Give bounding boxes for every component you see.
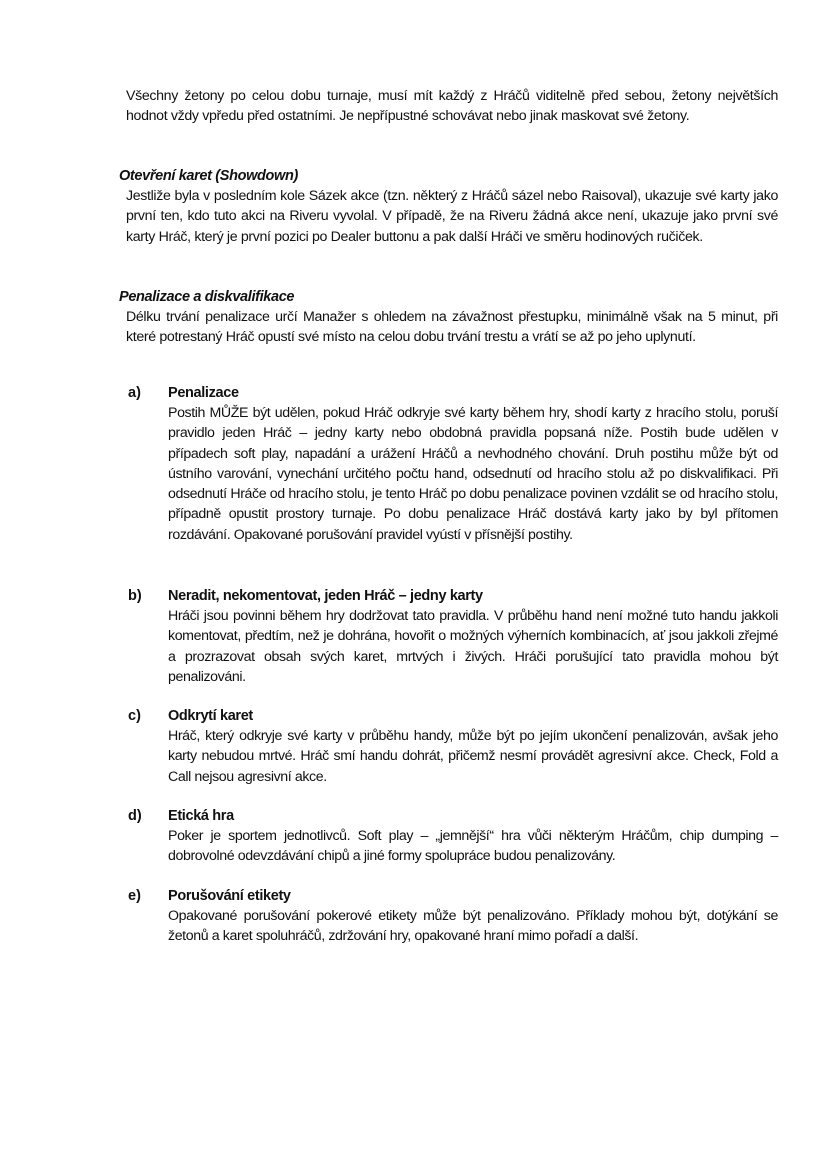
list-item-title: Penalizace (168, 385, 239, 401)
list-item-body: Poker je sportem jednotlivců. Soft play – „jemnější“ hra vůči některým Hráčům, chip dumping – dobrovolné odevzdávání chipů a jiné formy spolupráce budou penalizovány. (168, 828, 778, 865)
section-body-showdown: Jestliže byla v posledním kole Sázek akce (tzn. některý z Hráčů sázel nebo Raisoval), ukazuje své karty jako první ten, kdo tuto akci na Riveru vyvolal. V případě, že na Riveru žádná akce není, ukazuje jako první své karty Hráč, který je první pozici po Dealer buttonu a pak další Hráči ve směru hodinových ručiček. (126, 188, 778, 245)
list-item-title: Neradit, nekomentovat, jeden Hráč – jedny karty (168, 588, 483, 604)
list-item-body: Hráč, který odkryje své karty v průběhu handy, může být po jejím ukončení penalizován, avšak jeho karty nebudou mrtvé. Hráč smí handu dohrát, přičemž nesmí provádět agresivní akce. Check, Fold a Call nejsou agresivní akce. (168, 728, 778, 785)
list-marker: b) (128, 588, 142, 604)
list-item-body: Postih MŮŽE být udělen, pokud Hráč odkryje své karty během hry, shodí karty z hracího stolu, poruší pravidlo jeden Hráč – jedny karty nebo obdobná pravidla popsaná níže. Postih bude udělen v případech soft play, napadání a urážení Hráčů a nevhodného chování. Druh postihu může být od ústního varování, vynechání určitého počtu hand, odsednutí od hracího stolu až po diskvalifikaci. Při odsednutí Hráče od hracího stolu, je tento Hráč po dobu penalizace povinen vzdálit se od hracího stolu, případně opustit prostory turnaje. Po dobu penalizace Hráč dostává karty jako by byl přítomen rozdávání. Opakované porušování pravidel vyústí v přísnější postihy. (168, 405, 778, 543)
list-marker: c) (128, 708, 141, 724)
section-heading-penalties: Penalizace a diskvalifikace (119, 289, 295, 305)
list-item-body: Hráči jsou povinni během hry dodržovat tato pravidla. V průběhu hand není možné tuto handu jakkoli komentovat, předtím, než je dohrána, hovořit o možných výherních kombinacích, ať jsou jakkoli zřejmé a prozrazovat obsah svých karet, mrtvých i živých. Hráči porušující tato pravidla mohou být penalizováni. (168, 608, 778, 685)
list-marker: e) (128, 888, 141, 904)
list-item-title: Odkrytí karet (168, 708, 253, 724)
section-body-penalties: Délku trvání penalizace určí Manažer s ohledem na závažnost přestupku, minimálně však na 5 minut, při které potrestaný Hráč opustí své místo na celou dobu trvání trestu a vrátí se až po jeho uplynutí. (126, 309, 778, 346)
section-heading-showdown: Otevření karet (Showdown) (119, 168, 298, 184)
list-marker: d) (128, 808, 142, 824)
list-item-body: Opakované porušování pokerové etikety může být penalizováno. Příklady mohou být, dotýkání se žetonů a karet spoluhráčů, zdržování hry, opakované hraní mimo pořadí a další. (168, 908, 778, 945)
list-item-title: Etická hra (168, 808, 234, 824)
intro-paragraph: Všechny žetony po celou dobu turnaje, musí mít každý z Hráčů viditelně před sebou, žetony největších hodnot vždy vpředu před ostatními. Je nepřípustné schovávat nebo jinak maskovat své žetony. (126, 88, 778, 125)
list-marker: a) (128, 385, 141, 401)
list-item-title: Porušování etikety (168, 888, 291, 904)
